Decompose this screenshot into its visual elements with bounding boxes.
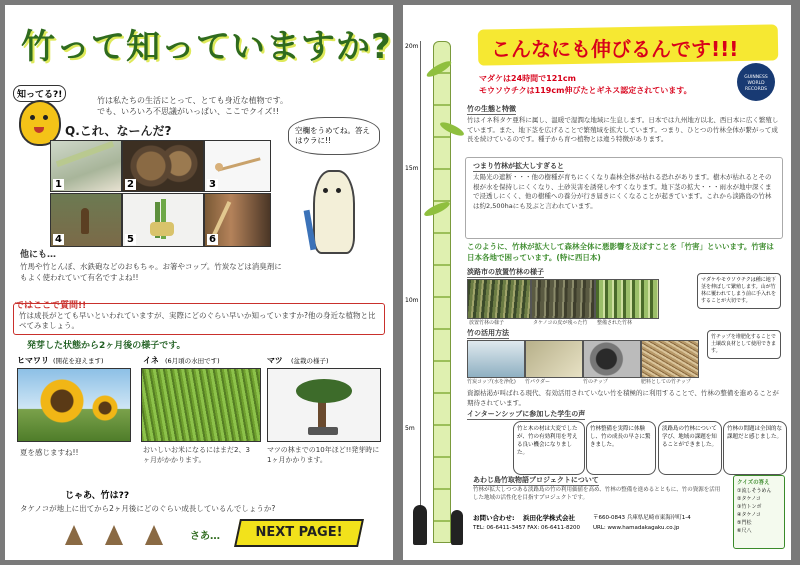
plant-note-sunflower: (開花を迎えます) [53,357,104,365]
people-silhouette-icon [451,510,463,545]
pine-photo [267,368,381,442]
guinness-logo: GUINNESS WORLD RECORDS [737,63,775,101]
bamboo-sheath-photo [531,279,595,319]
company-name: 浜田化学株式会社 [523,514,575,522]
next-page-label: NEXT PAGE! [255,525,343,540]
photo-caption: 竹パウダー [525,379,550,385]
plant-name-rice: イネ [143,356,159,365]
info-bubble-1: マダケやモウソウチクは種に地下茎を伸ばして繁殖します。山が竹林に覆われてしまう前に手入れをすることが大切です。 [697,273,781,309]
badge-label: 知ってる?! [13,85,66,102]
info-bubble-2: 竹チップを堆肥化することで土壌改良材として使用できます。 [707,330,781,359]
quiz-photo-1 [50,140,122,192]
page-title-right: こんなにも伸びるんです!!! [491,37,739,61]
sec1-text: 竹はイネ科タケ亜科に属し、温暖で湿潤な地域に生息します。日本では九州地方以北、西日本に広く繁殖しています。また、地下茎を広げることで繁殖域を拡大しています。つまり、ひとつの竹林全体が繋がって成長を続けているのです。種子から育つ植物とは違う特徴があります。 [467,116,779,143]
record-mousouchiku: モウソウチクは119cm伸びたとギネス認定されています。 [479,86,692,95]
quiz-answer-heading: クイズの答え [737,480,770,486]
photo-number: 6 [209,234,216,245]
other-heading: 他にも… [20,250,57,260]
photo-caption: 肥料としての竹チップ [641,379,691,385]
quiz-answer-item: ⑤門松 [737,520,752,526]
rice-photo [141,368,261,442]
saa-text: さあ… [190,531,220,542]
quiz-photo-6 [204,193,271,247]
scale-label: 5m [405,425,415,432]
sec3-text: 資源枯渇が叫ばれる現代、有効活用されていない竹を積極的に利用することで、竹林の整備を進めることが期待されています。 [467,389,779,407]
company-url[interactable]: URL: www.hamadakagaku.co.jp [593,525,680,531]
scale-label: 15m [405,165,419,172]
sec2-heading: つまり竹林が拡大しすぎると [473,162,564,170]
page-title: 竹って知っていますか? [21,27,392,67]
student-voice-3: 淡路島の竹林について学び、地域の課題を知ることができました。 [658,421,722,475]
plant-name-sunflower: ヒマワリ [17,356,49,365]
photos1-heading: 淡路市の放置竹林の様子 [467,268,544,276]
bamboo-mascot-icon [305,170,360,255]
maintained-bamboo-photo [595,279,659,319]
company-tel: TEL: 06-6411-3457 FAX: 06-6411-8200 [473,525,580,531]
photo-caption: 竹のチップ [583,379,608,385]
plant-note-rice: (6月頃の水田です) [165,357,220,365]
photo-caption: 放置竹林の様子 [469,320,505,326]
photo-number: 4 [55,234,62,245]
record-madake: マダケは24時間で121cm [479,74,576,83]
student-voice-4: 竹林の問題は全国的な課題だと感じました。 [723,421,787,475]
question-text: 竹は成長がとても早いといわれていますが、実際にどのぐらい早いか知っていますか?他の身近な植物と比べてみましょう。 [19,311,376,330]
question-heading: ではここで質問!! [13,298,88,311]
photos2-heading: 竹の活用方法 [467,329,509,337]
bamboo-chip-photo [583,340,641,378]
photo-number: 5 [127,234,134,245]
photo-caption: タケノコの皮が残った竹 [533,320,588,326]
pine-caption: マツの林までの10年ほど!!発芽時に1ヶ月かかります。 [267,446,380,464]
quiz-photo-3 [204,140,271,192]
quiz-answer-item: ⑥尺八 [737,528,752,534]
neglected-bamboo-photo [467,279,531,319]
bamboo-fertilizer-photo [641,340,699,378]
scale-label: 20m [405,43,419,50]
intro-text: 竹は私たちの生活にとって、とても身近な植物です。 [97,96,289,105]
project-heading: あわじ島竹取物語プロジェクトについて [473,476,599,484]
quiz-answer-item: ②タケノコ [737,496,761,502]
quiz-photo-2 [122,140,204,192]
photo-number: 1 [55,179,62,190]
bamboo-shoot-icon [65,525,83,545]
plant-note-pine: (盆栽の様子) [291,357,329,365]
left-page [5,5,393,560]
next-page-button[interactable] [234,519,364,547]
sunflower-caption: 夏を感じますね!! [20,448,79,457]
sec1-heading: 竹の生態と特徴 [467,105,516,113]
quiz-title: Q.これ、なーんだ? [65,124,172,138]
quiz-photo-5 [122,193,204,247]
bamboo-cup-photo [467,340,525,378]
student-voice-2: 竹林整備を実際に体験し、竹の成長の早さに驚きました。 [586,421,656,475]
rice-caption: おいしいお米になるにはまだ2、3ヶ月がかかります。 [143,446,250,464]
bamboo-question-text: タケノコが地上に出てから2ヶ月後にどのぐらい成長しているんでしょうか? [20,504,276,513]
bamboo-stalk-illustration [433,41,451,543]
company-address: 〒660-0843 兵庫県尼崎市東海岸町1-4 [593,515,691,521]
bamboo-shoot-icon [145,525,163,545]
quiz-answer-item: ①流しそうめん [737,488,772,494]
right-page [403,5,791,560]
contact-label: お問い合わせ: [473,514,515,522]
quiz-photo-4 [50,193,122,247]
other-text: 竹馬や竹とんぼ、水鉄砲などのおもちゃ。お箸やコップ。竹炭などは消臭剤にもよく使われていて有名ですよね!! [20,262,282,282]
people-silhouette-icon [413,505,427,545]
photo-number: 2 [127,179,134,190]
project-text: 竹林が拡大しつつある淡路島の竹の利用価値を高め、竹林の整備を進めるとともに、竹の資源を活用した地域の活性化を目指すプロジェクトです。 [473,487,721,501]
photo-caption: 整備された竹林 [597,320,633,326]
sec2-text: 太陽光の遮断・・・他の樹種が育ちにくくなり森林全体が枯れる恐れがあります。樹木が枯れるとその根が水を保持しにくくなり、土砂災害を誘発しやすくなります。地下茎の拡大・・・雨水が地中深くまで浸透しにくく、他の樹種への養分が行き届きにくくなることが起きています。これから淡路島の竹林は約2,500haにも及ぶと言われています。 [473,173,772,210]
mascot-speech-bubble: 空欄をうめてね。答えはウラに!! [288,117,380,155]
quiz-answer-item: ④タケノコ [737,512,761,518]
intern-heading: インターンシップに参加した学生の声 [467,410,586,418]
chikugai-warning: このように、竹林が拡大して森林全体に悪影響を及ぼすことを「竹害」といいます。竹害は日本各地で困っています。(特に西日本) [467,242,774,262]
growth-heading: 発芽した状態から2ヶ月後の様子です。 [27,341,186,351]
bamboo-question-heading: じゃあ、竹は?? [65,491,130,501]
student-voice-1: 竹と木の材は大変でしたが、竹の有効利用を考える良い機会になりました。 [513,421,585,475]
photo-number: 3 [209,179,216,190]
quiz-answer-item: ③竹トンボ [737,504,762,510]
plant-name-pine: マツ [267,356,283,365]
intro-text-2: でも、いろいろ不思議がいっぱい、ここでクイズ!! [97,107,279,116]
height-scale-line [420,41,421,511]
sunflower-photo [17,368,131,442]
photo-caption: 竹炭コップ(水を浄化) [467,379,516,385]
bamboo-powder-photo [525,340,583,378]
scale-label: 10m [405,297,419,304]
bamboo-shoot-icon [105,525,123,545]
